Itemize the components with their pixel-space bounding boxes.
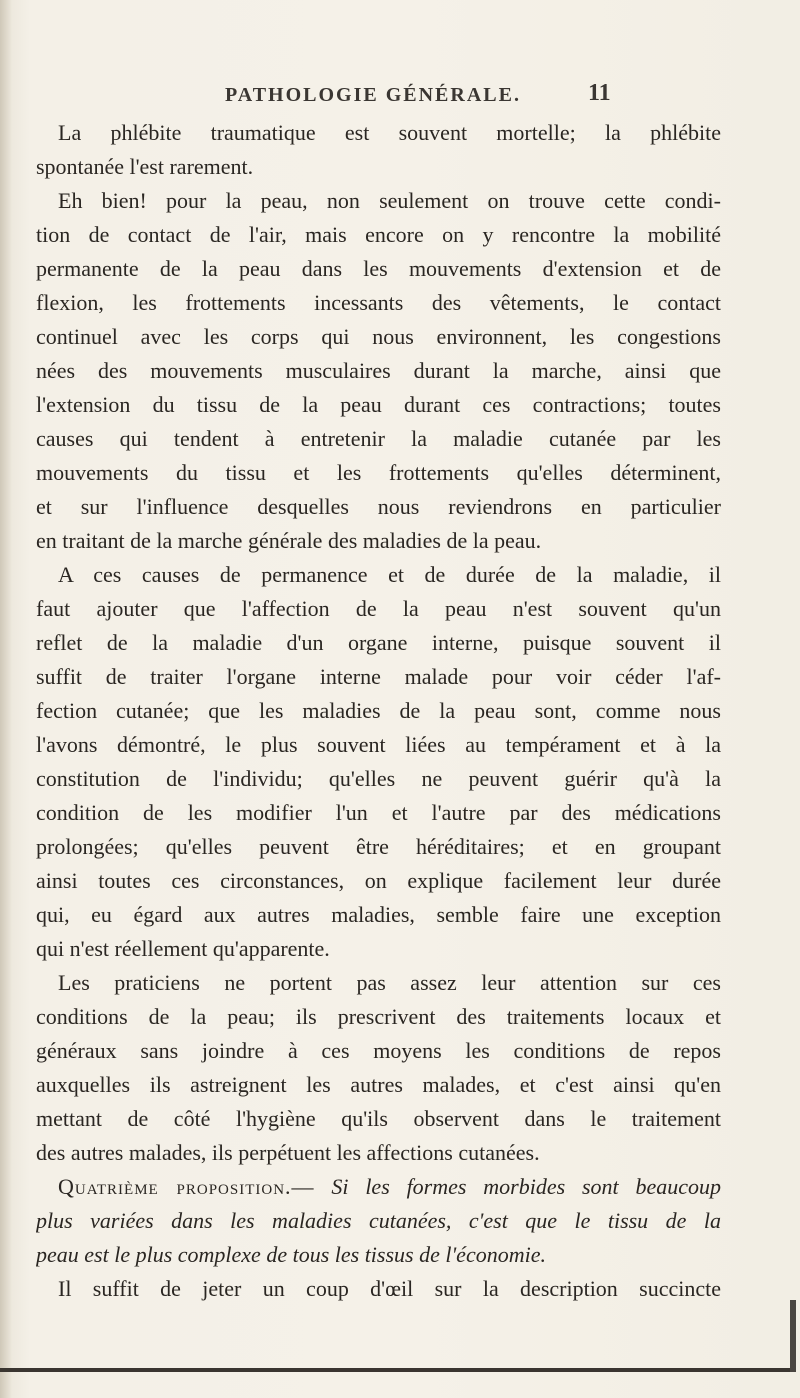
text-line: condition de les modifier l'un et l'autre par des médications	[36, 800, 721, 825]
text-line: tion de contact de l'air, mais encore on y rencontre la mobilité	[36, 222, 721, 247]
running-title: PATHOLOGIE GÉNÉRALE.	[225, 84, 521, 106]
text-line: causes qui tendent à entretenir la maladie cutanée par les	[36, 426, 721, 451]
text-line: qui n'est réellement qu'apparente.	[36, 936, 330, 961]
text-line: prolongées; qu'elles peuvent être héréditaires; et en groupant	[36, 834, 721, 859]
text-line: Eh bien! pour la peau, non seulement on trouve cette condi-	[58, 188, 721, 213]
text-line: faut ajouter que l'affection de la peau n'est souvent qu'un	[36, 596, 721, 621]
text-line: l'avons démontré, le plus souvent liées au tempérament et à la	[36, 732, 721, 757]
text-line: fection cutanée; que les maladies de la peau sont, comme nous	[36, 698, 721, 723]
text-line: La phlébite traumatique est souvent mortelle; la phlébite	[58, 120, 721, 145]
proposition-line: peau est le plus complexe de tous les tissus de l'économie.	[36, 1242, 546, 1267]
body-text	[36, 116, 721, 1306]
page-gutter	[0, 0, 12, 1398]
text-line: des autres malades, ils perpétuent les affections cutanées.	[36, 1140, 540, 1165]
proposition-text: Si les formes morbides sont beaucoup	[314, 1174, 721, 1199]
page-edge-shadow	[790, 1300, 796, 1372]
text-line: et sur l'influence desquelles nous reviendrons en particulier	[36, 494, 721, 519]
text-line: A ces causes de permanence et de durée de la maladie, il	[58, 562, 721, 587]
text-line: flexion, les frottements incessants des vêtements, le contact	[36, 290, 721, 315]
text-line: constitution de l'individu; qu'elles ne peuvent guérir qu'à la	[36, 766, 721, 791]
proposition-heading-line	[36, 1170, 721, 1204]
text-line: nées des mouvements musculaires durant la marche, ainsi que	[36, 358, 721, 383]
text-line: Il suffit de jeter un coup d'œil sur la description succincte	[58, 1276, 721, 1301]
page-number: 11	[588, 80, 611, 106]
text-line: mettant de côté l'hygiène qu'ils observent dans le traitement	[36, 1106, 721, 1131]
text-line: suffit de traiter l'organe interne malade pour voir céder l'af-	[36, 664, 721, 689]
text-line: reflet de la maladie d'un organe interne, puisque souvent il	[36, 630, 721, 655]
text-line: généraux sans joindre à ces moyens les conditions de repos	[36, 1038, 721, 1063]
text-line: permanente de la peau dans les mouvements d'extension et de	[36, 256, 721, 281]
page-header	[0, 80, 800, 112]
text-line: l'extension du tissu de la peau durant ces contractions; toutes	[36, 392, 721, 417]
proposition-line: plus variées dans les maladies cutanées, c'est que le tissu de la	[36, 1208, 721, 1233]
text-line: qui, eu égard aux autres maladies, semble faire une exception	[36, 902, 721, 927]
text-line: continuel avec les corps qui nous environnent, les congestions	[36, 324, 721, 349]
text-line: auxquelles ils astreignent les autres malades, et c'est ainsi qu'en	[36, 1072, 721, 1097]
proposition-label: Quatrième proposition.—	[58, 1174, 315, 1199]
text-line: Les praticiens ne portent pas assez leur attention sur ces	[58, 970, 721, 995]
text-line: spontanée l'est rarement.	[36, 154, 254, 179]
text-line: conditions de la peau; ils prescrivent des traitements locaux et	[36, 1004, 721, 1029]
text-line: mouvements du tissu et les frottements qu'elles déterminent,	[36, 460, 721, 485]
text-line: en traitant de la marche générale des maladies de la peau.	[36, 528, 542, 553]
text-line: ainsi toutes ces circonstances, on explique facilement leur durée	[36, 868, 721, 893]
bottom-border	[0, 1368, 795, 1372]
